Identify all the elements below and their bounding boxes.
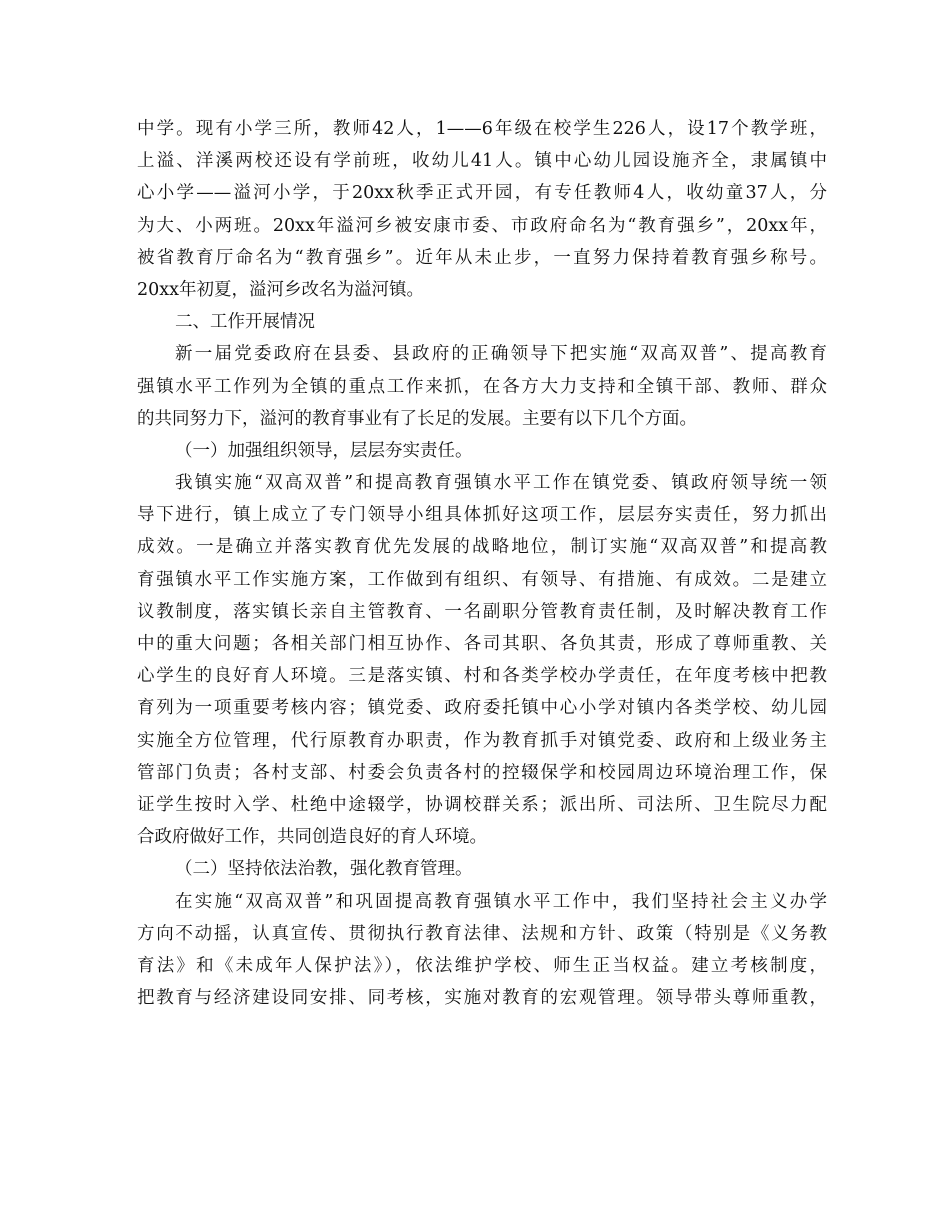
text-line: 导下进行，镇上成立了专门领导小组具体抓好这项工作，层层夯实责任，努力抓出: [137, 505, 827, 526]
text-line: 中的重大问题；各相关部门相互协作、各司其职、各负其责，形成了尊师重教、关: [137, 634, 827, 654]
text-line: 把教育与经济建设同安排、同考核，实施对教育的宏观管理。领导带头尊师重教，: [137, 988, 827, 1009]
text-line: 合政府做好工作，共同创造良好的育人环境。: [137, 827, 487, 848]
text-line: 为大、小两班。20xx年溢河乡被安康市委、市政府命名为“教育强乡”，20xx年，: [137, 215, 827, 236]
text-line: 的共同努力下，溢河的教育事业有了长足的发展。主要有以下几个方面。: [137, 408, 697, 429]
text-line: 20xx年初夏，溢河乡改名为溢河镇。: [137, 279, 425, 300]
text-line: 心小学——溢河小学，于20xx秋季正式开园，有专任教师4人，收幼童37人，分: [137, 183, 827, 204]
text-line: 证学生按时入学、杜绝中途辍学，协调校群关系；派出所、司法所、卫生院尽力配: [137, 794, 827, 815]
text-line: 心学生的良好育人环境。三是落实镇、村和各类学校办学责任，在年度考核中把教: [137, 666, 827, 687]
text-line: 新一届党委政府在县委、县政府的正确领导下把实施“双高双普”、提高教育: [175, 344, 827, 365]
document-page: [137, 113, 827, 1014]
text-line: 实施全方位管理，代行原教育办职责，作为教育抓手对镇党委、政府和上级业务主: [137, 730, 827, 751]
text-line: 被省教育厅命名为“教育强乡”。近年从未止步，一直努力保持着教育强乡称号。: [137, 247, 827, 268]
text-line: 育列为一项重要考核内容；镇党委、政府委托镇中心小学对镇内各类学校、幼儿园: [137, 698, 827, 719]
text-line: 管部门负责；各村支部、村委会负责各村的控辍保学和校园周边环境治理工作，保: [137, 762, 827, 783]
text-line: 方向不动摇，认真宣传、贯彻执行教育法律、法规和方针、政策（特别是《义务教: [137, 923, 827, 944]
text-line: 中学。现有小学三所，教师42人，1——6年级在校学生226人，设17个教学班，: [137, 119, 827, 139]
text-line: 育法》和《未成年人保护法》），依法维护学校、师生正当权益。建立考核制度，: [137, 955, 827, 976]
text-line: 在实施“双高双普”和巩固提高教育强镇水平工作中，我们坚持社会主义办学: [175, 891, 827, 912]
text-line: 成效。一是确立并落实教育优先发展的战略地位，制订实施“双高双普”和提高教: [137, 537, 827, 558]
section-heading: （二）坚持依法治教，强化教育管理。: [175, 859, 473, 880]
section-heading: （一）加强组织领导，层层夯实责任。: [175, 440, 473, 461]
section-heading: 二、工作开展情况: [175, 312, 315, 333]
text-line: 我镇实施“双高双普”和提高教育强镇水平工作在镇党委、镇政府领导统一领: [175, 473, 827, 494]
text-line: 强镇水平工作列为全镇的重点工作来抓，在各方大力支持和全镇干部、教师、群众: [137, 376, 827, 397]
text-line: 议教制度，落实镇长亲自主管教育、一名副职分管教育责任制，及时解决教育工作: [137, 601, 827, 622]
text-line: 育强镇水平工作实施方案，工作做到有组织、有领导、有措施、有成效。二是建立: [137, 569, 827, 590]
text-line: 上溢、洋溪两校还设有学前班，收幼儿41人。镇中心幼儿园设施齐全，隶属镇中: [137, 151, 827, 172]
